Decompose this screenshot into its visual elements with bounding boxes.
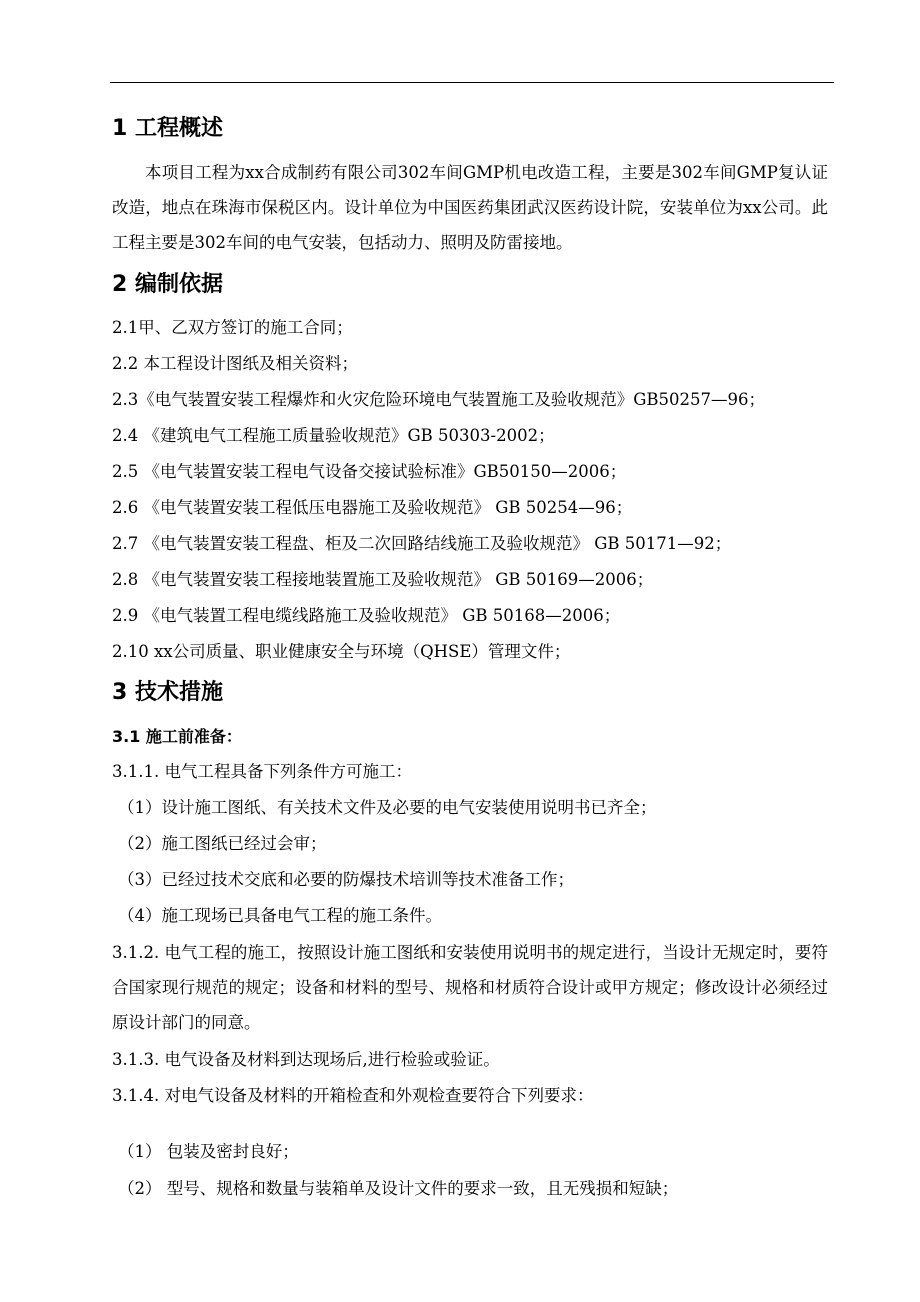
basis-item: 2.9 《电气装置工程电缆线路施工及验收规范》 GB 50168—2006； bbox=[112, 606, 621, 625]
condition-item: （2）施工图纸已经过会审； bbox=[118, 834, 327, 853]
basis-item: 2.8 《电气装置安装工程接地装置施工及验收规范》 GB 50169—2006； bbox=[112, 570, 654, 589]
condition-item: （3）已经过技术交底和必要的防爆技术培训等技术准备工作； bbox=[118, 870, 574, 889]
section-1-title: 1 工程概述 bbox=[112, 116, 223, 141]
section-2-title: 2 编制依据 bbox=[112, 272, 223, 297]
basis-item: 2.4 《建筑电气工程施工质量验收规范》GB 50303-2002； bbox=[112, 426, 555, 445]
basis-item: 2.5 《电气装置安装工程电气设备交接试验标准》GB50150—2006； bbox=[112, 462, 627, 481]
clause-3-1-4: 3.1.4. 对电气设备及材料的开箱检查和外观检查要符合下列要求： bbox=[112, 1086, 594, 1105]
clause-3-1-1: 3.1.1. 电气工程具备下列条件方可施工： bbox=[112, 762, 412, 781]
basis-item: 2.3《电气装置安装工程爆炸和火灾危险环境电气装置施工及验收规范》GB50257—96； bbox=[112, 390, 766, 409]
basis-item: 2.6 《电气装置安装工程低压电器施工及验收规范》 GB 50254—96； bbox=[112, 498, 633, 517]
header-rule bbox=[110, 82, 834, 83]
basis-item: 2.10 xx公司质量、职业健康安全与环境（QHSE）管理文件； bbox=[112, 642, 571, 661]
condition-item: （4）施工现场已具备电气工程的施工条件。 bbox=[118, 906, 442, 925]
clause-3-1-2: 3.1.2. 电气工程的施工，按照设计施工图纸和安装使用说明书的规定进行，当设计无规定时，要符合国家现行规范的规定；设备和材料的型号、规格和材质符合设计或甲方规定；修改设计必须经过原设计部门的同意。 bbox=[112, 943, 828, 1032]
requirement-item: （2） 型号、规格和数量与装箱单及设计文件的要求一致，且无残损和短缺； bbox=[118, 1179, 679, 1198]
requirement-item: （1） 包装及密封良好； bbox=[118, 1142, 299, 1161]
section-1-paragraph: 本项目工程为xx合成制药有限公司302车间GMP机电改造工程，主要是302车间GMP复认证改造，地点在珠海市保税区内。设计单位为中国医药集团武汉医药设计院，安装单位为xx公司。此工程主要是302车间的电气安装，包括动力、照明及防雷接地。 bbox=[112, 163, 828, 252]
subsection-3-1-title: 3.1 施工前准备： bbox=[112, 727, 242, 746]
condition-item: （1）设计施工图纸、有关技术文件及必要的电气安装使用说明书已齐全； bbox=[118, 798, 657, 817]
clause-3-1-3: 3.1.3. 电气设备及材料到达现场后,进行检验或验证。 bbox=[112, 1050, 500, 1069]
basis-item: 2.7 《电气装置安装工程盘、柜及二次回路结线施工及验收规范》 GB 50171—92； bbox=[112, 534, 732, 553]
section-3-title: 3 技术措施 bbox=[112, 680, 223, 705]
basis-item: 2.2 本工程设计图纸及相关资料； bbox=[112, 354, 358, 373]
basis-item: 2.1甲、乙双方签订的施工合同； bbox=[112, 318, 353, 337]
